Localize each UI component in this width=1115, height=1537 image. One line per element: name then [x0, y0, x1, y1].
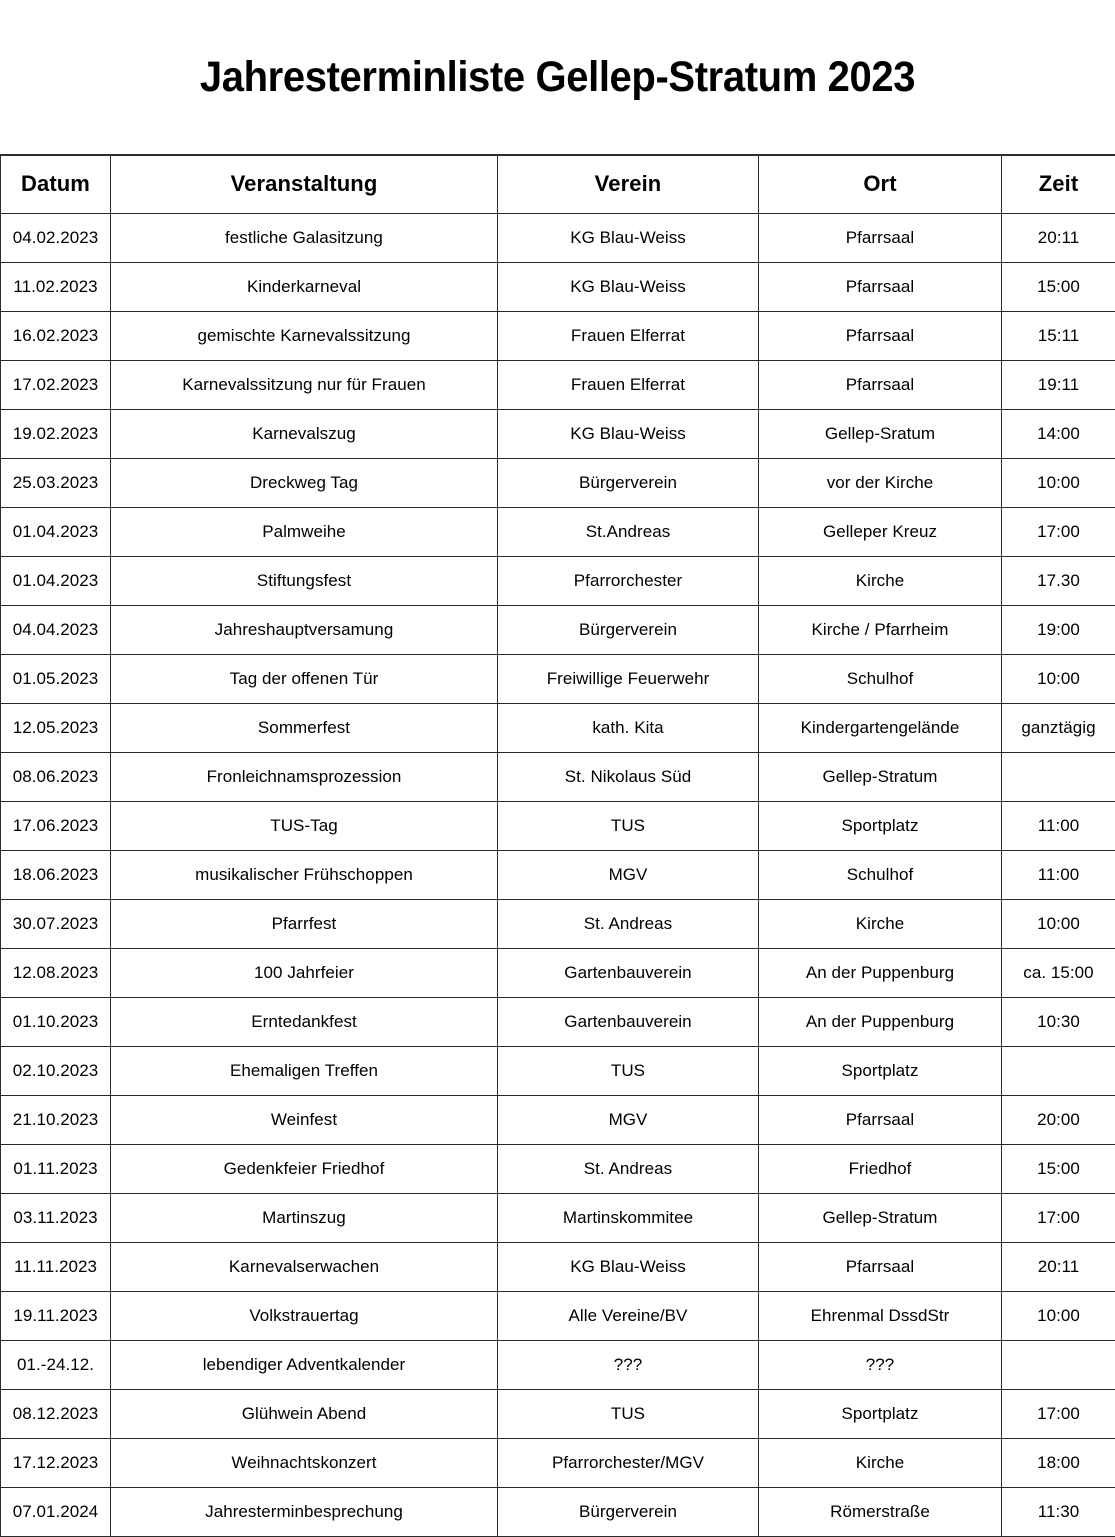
cell-verein: St. Andreas — [498, 899, 759, 948]
cell-datum: 04.04.2023 — [1, 605, 111, 654]
cell-verein: Bürgerverein — [498, 1487, 759, 1536]
cell-ort: Gellep-Stratum — [759, 752, 1002, 801]
cell-veranstaltung: Karnevalszug — [111, 409, 498, 458]
cell-ort: Ehrenmal DssdStr — [759, 1291, 1002, 1340]
cell-datum: 01.04.2023 — [1, 507, 111, 556]
cell-verein: Frauen Elferrat — [498, 360, 759, 409]
cell-datum: 12.08.2023 — [1, 948, 111, 997]
cell-ort: Kirche — [759, 1438, 1002, 1487]
cell-verein: TUS — [498, 1046, 759, 1095]
cell-verein: Bürgerverein — [498, 605, 759, 654]
cell-ort: Römerstraße — [759, 1487, 1002, 1536]
cell-veranstaltung: lebendiger Adventkalender — [111, 1340, 498, 1389]
cell-verein: Pfarrorchester/MGV — [498, 1438, 759, 1487]
cell-ort: Sportplatz — [759, 1389, 1002, 1438]
cell-verein: ??? — [498, 1340, 759, 1389]
cell-ort: Pfarrsaal — [759, 262, 1002, 311]
cell-verein: Alle Vereine/BV — [498, 1291, 759, 1340]
cell-datum: 17.12.2023 — [1, 1438, 111, 1487]
cell-zeit: 17:00 — [1002, 1389, 1115, 1438]
cell-zeit: ganztägig — [1002, 703, 1115, 752]
table-row — [1, 1193, 1115, 1242]
cell-ort: Kindergartengelände — [759, 703, 1002, 752]
cell-veranstaltung: 100 Jahrfeier — [111, 948, 498, 997]
cell-datum: 19.02.2023 — [1, 409, 111, 458]
cell-zeit — [1002, 752, 1115, 801]
cell-zeit: 19:11 — [1002, 360, 1115, 409]
cell-datum: 03.11.2023 — [1, 1193, 111, 1242]
table-header — [1, 155, 1115, 214]
cell-datum: 16.02.2023 — [1, 311, 111, 360]
table-row — [1, 1340, 1115, 1389]
cell-verein: kath. Kita — [498, 703, 759, 752]
cell-datum: 08.06.2023 — [1, 752, 111, 801]
cell-datum: 02.10.2023 — [1, 1046, 111, 1095]
column-header-datum: Datum — [1, 155, 111, 214]
table-row — [1, 1291, 1115, 1340]
table-row — [1, 1487, 1115, 1536]
cell-ort: Pfarrsaal — [759, 1242, 1002, 1291]
table-row — [1, 1046, 1115, 1095]
cell-datum: 01.-24.12. — [1, 1340, 111, 1389]
table-row — [1, 1438, 1115, 1487]
cell-veranstaltung: festliche Galasitzung — [111, 213, 498, 262]
column-header-verein: Verein — [498, 155, 759, 214]
table-row — [1, 654, 1115, 703]
cell-zeit: 15:11 — [1002, 311, 1115, 360]
cell-datum: 25.03.2023 — [1, 458, 111, 507]
cell-datum: 30.07.2023 — [1, 899, 111, 948]
schedule-table — [0, 154, 1115, 1537]
cell-datum: 07.01.2024 — [1, 1487, 111, 1536]
cell-veranstaltung: Jahresterminbesprechung — [111, 1487, 498, 1536]
cell-datum: 04.02.2023 — [1, 213, 111, 262]
cell-veranstaltung: Sommerfest — [111, 703, 498, 752]
cell-veranstaltung: Glühwein Abend — [111, 1389, 498, 1438]
cell-zeit: 11:30 — [1002, 1487, 1115, 1536]
table-row — [1, 458, 1115, 507]
cell-zeit: 19:00 — [1002, 605, 1115, 654]
cell-verein: Martinskommitee — [498, 1193, 759, 1242]
cell-verein: Bürgerverein — [498, 458, 759, 507]
cell-zeit — [1002, 1046, 1115, 1095]
cell-ort: Pfarrsaal — [759, 1095, 1002, 1144]
table-row — [1, 262, 1115, 311]
cell-veranstaltung: Erntedankfest — [111, 997, 498, 1046]
cell-ort: Gellep-Sratum — [759, 409, 1002, 458]
cell-ort: Schulhof — [759, 654, 1002, 703]
cell-ort: Gellep-Stratum — [759, 1193, 1002, 1242]
cell-zeit: 17:00 — [1002, 1193, 1115, 1242]
table-row — [1, 948, 1115, 997]
cell-zeit: 17.30 — [1002, 556, 1115, 605]
cell-verein: KG Blau-Weiss — [498, 409, 759, 458]
cell-ort: Kirche — [759, 899, 1002, 948]
cell-zeit: 18:00 — [1002, 1438, 1115, 1487]
table-row — [1, 605, 1115, 654]
table-row — [1, 1389, 1115, 1438]
cell-veranstaltung: Pfarrfest — [111, 899, 498, 948]
table-row — [1, 752, 1115, 801]
cell-veranstaltung: gemischte Karnevalssitzung — [111, 311, 498, 360]
cell-zeit — [1002, 1340, 1115, 1389]
cell-datum: 17.02.2023 — [1, 360, 111, 409]
cell-ort: Friedhof — [759, 1144, 1002, 1193]
cell-zeit: 20:11 — [1002, 213, 1115, 262]
cell-verein: KG Blau-Weiss — [498, 262, 759, 311]
cell-datum: 01.04.2023 — [1, 556, 111, 605]
table-row — [1, 997, 1115, 1046]
column-header-veranstaltung: Veranstaltung — [111, 155, 498, 214]
table-row — [1, 213, 1115, 262]
cell-veranstaltung: Fronleichnamsprozession — [111, 752, 498, 801]
cell-ort: ??? — [759, 1340, 1002, 1389]
cell-verein: MGV — [498, 1095, 759, 1144]
cell-veranstaltung: Karnevalssitzung nur für Frauen — [111, 360, 498, 409]
document-page — [0, 29, 1115, 1469]
cell-ort: vor der Kirche — [759, 458, 1002, 507]
column-header-zeit: Zeit — [1002, 155, 1115, 214]
cell-zeit: 15:00 — [1002, 262, 1115, 311]
cell-zeit: 10:30 — [1002, 997, 1115, 1046]
cell-zeit: 10:00 — [1002, 654, 1115, 703]
table-row — [1, 801, 1115, 850]
cell-veranstaltung: Dreckweg Tag — [111, 458, 498, 507]
cell-datum: 19.11.2023 — [1, 1291, 111, 1340]
cell-verein: Freiwillige Feuerwehr — [498, 654, 759, 703]
cell-veranstaltung: musikalischer Frühschoppen — [111, 850, 498, 899]
cell-ort: Kirche / Pfarrheim — [759, 605, 1002, 654]
column-header-ort: Ort — [759, 155, 1002, 214]
cell-ort: Sportplatz — [759, 801, 1002, 850]
table-body — [1, 213, 1115, 1536]
cell-veranstaltung: Palmweihe — [111, 507, 498, 556]
cell-zeit: 20:11 — [1002, 1242, 1115, 1291]
cell-zeit: 10:00 — [1002, 1291, 1115, 1340]
cell-verein: St. Nikolaus Süd — [498, 752, 759, 801]
cell-veranstaltung: Kinderkarneval — [111, 262, 498, 311]
cell-zeit: 17:00 — [1002, 507, 1115, 556]
table-row — [1, 409, 1115, 458]
table-row — [1, 850, 1115, 899]
page-title: Jahresterminliste Gellep-Stratum 2023 — [39, 29, 1076, 125]
cell-veranstaltung: Tag der offenen Tür — [111, 654, 498, 703]
cell-verein: MGV — [498, 850, 759, 899]
cell-veranstaltung: TUS-Tag — [111, 801, 498, 850]
cell-verein: KG Blau-Weiss — [498, 1242, 759, 1291]
table-row — [1, 507, 1115, 556]
cell-datum: 11.02.2023 — [1, 262, 111, 311]
cell-veranstaltung: Martinszug — [111, 1193, 498, 1242]
cell-ort: Schulhof — [759, 850, 1002, 899]
cell-datum: 11.11.2023 — [1, 1242, 111, 1291]
cell-ort: An der Puppenburg — [759, 997, 1002, 1046]
cell-datum: 01.05.2023 — [1, 654, 111, 703]
cell-zeit: 11:00 — [1002, 801, 1115, 850]
cell-veranstaltung: Karnevalserwachen — [111, 1242, 498, 1291]
cell-verein: St. Andreas — [498, 1144, 759, 1193]
table-row — [1, 703, 1115, 752]
cell-veranstaltung: Ehemaligen Treffen — [111, 1046, 498, 1095]
cell-verein: Gartenbauverein — [498, 997, 759, 1046]
cell-zeit: ca. 15:00 — [1002, 948, 1115, 997]
cell-datum: 08.12.2023 — [1, 1389, 111, 1438]
cell-verein: Pfarrorchester — [498, 556, 759, 605]
table-row — [1, 556, 1115, 605]
table-row — [1, 1242, 1115, 1291]
cell-datum: 21.10.2023 — [1, 1095, 111, 1144]
cell-zeit: 10:00 — [1002, 899, 1115, 948]
table-row — [1, 899, 1115, 948]
table-header-row — [1, 155, 1115, 214]
table-row — [1, 1144, 1115, 1193]
cell-veranstaltung: Volkstrauertag — [111, 1291, 498, 1340]
cell-zeit: 14:00 — [1002, 409, 1115, 458]
table-row — [1, 360, 1115, 409]
cell-datum: 12.05.2023 — [1, 703, 111, 752]
cell-ort: Sportplatz — [759, 1046, 1002, 1095]
cell-datum: 18.06.2023 — [1, 850, 111, 899]
cell-veranstaltung: Stiftungsfest — [111, 556, 498, 605]
cell-verein: KG Blau-Weiss — [498, 213, 759, 262]
cell-veranstaltung: Jahreshauptversamung — [111, 605, 498, 654]
cell-verein: TUS — [498, 801, 759, 850]
cell-ort: Pfarrsaal — [759, 360, 1002, 409]
cell-verein: Gartenbauverein — [498, 948, 759, 997]
cell-veranstaltung: Weinfest — [111, 1095, 498, 1144]
cell-ort: Pfarrsaal — [759, 213, 1002, 262]
cell-veranstaltung: Gedenkfeier Friedhof — [111, 1144, 498, 1193]
cell-ort: Kirche — [759, 556, 1002, 605]
cell-datum: 01.11.2023 — [1, 1144, 111, 1193]
cell-veranstaltung: Weihnachtskonzert — [111, 1438, 498, 1487]
cell-zeit: 15:00 — [1002, 1144, 1115, 1193]
cell-verein: St.Andreas — [498, 507, 759, 556]
cell-datum: 17.06.2023 — [1, 801, 111, 850]
table-row — [1, 311, 1115, 360]
cell-ort: Gelleper Kreuz — [759, 507, 1002, 556]
cell-verein: TUS — [498, 1389, 759, 1438]
cell-ort: Pfarrsaal — [759, 311, 1002, 360]
table-row — [1, 1095, 1115, 1144]
cell-ort: An der Puppenburg — [759, 948, 1002, 997]
cell-datum: 01.10.2023 — [1, 997, 111, 1046]
cell-zeit: 20:00 — [1002, 1095, 1115, 1144]
cell-verein: Frauen Elferrat — [498, 311, 759, 360]
cell-zeit: 11:00 — [1002, 850, 1115, 899]
cell-zeit: 10:00 — [1002, 458, 1115, 507]
